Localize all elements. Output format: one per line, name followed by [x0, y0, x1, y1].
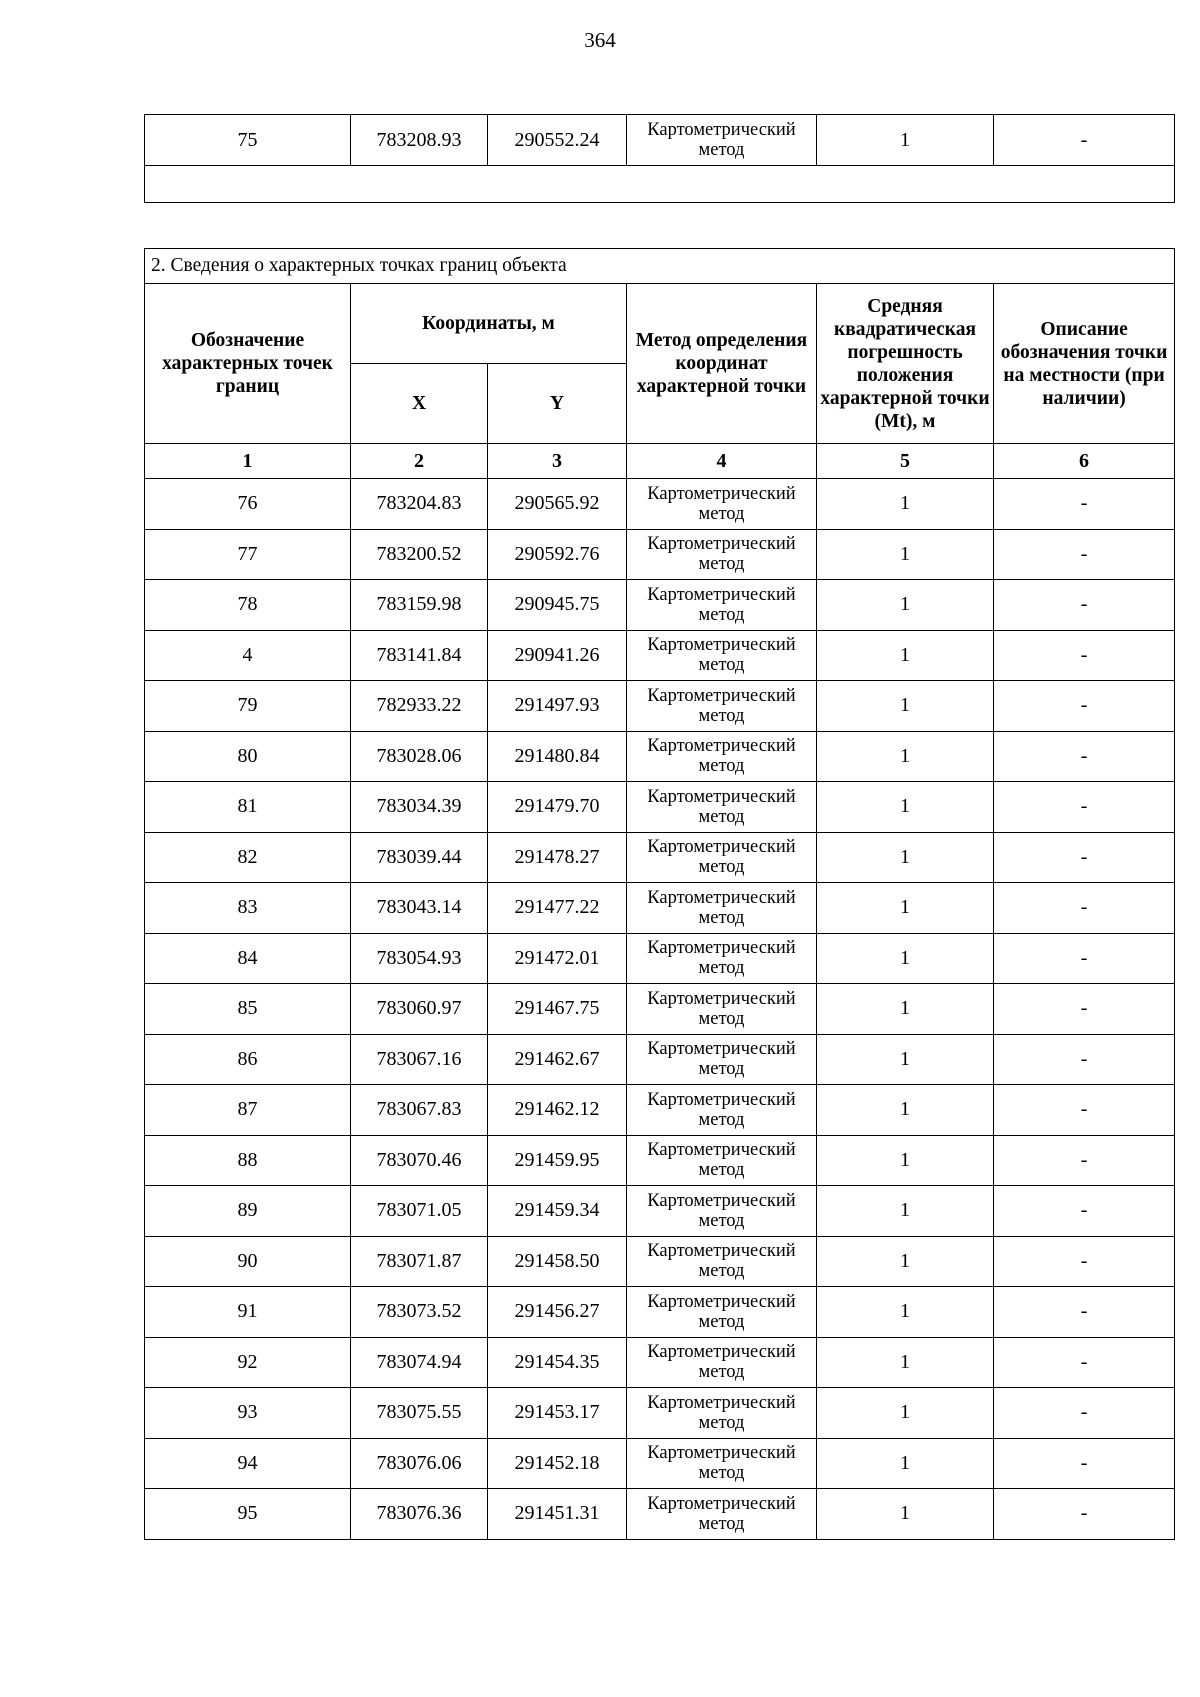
table-row — [145, 115, 1175, 166]
description-cell: - — [994, 1388, 1175, 1439]
table-row — [145, 1034, 1175, 1085]
description-cell: - — [994, 782, 1175, 833]
coord-x: 783071.87 — [351, 1236, 488, 1287]
description-cell: - — [994, 1135, 1175, 1186]
method-cell: Картометрический метод — [627, 1186, 817, 1237]
header-description: Описание обозначения точки на местности (при наличии) — [994, 284, 1175, 444]
coord-y: 291456.27 — [488, 1287, 627, 1338]
table-row — [145, 1186, 1175, 1237]
column-number: 6 — [994, 444, 1175, 479]
table-row — [145, 1287, 1175, 1338]
coord-x: 783141.84 — [351, 630, 488, 681]
method-cell: Картометрический метод — [627, 681, 817, 732]
method-cell: Картометрический метод — [627, 1236, 817, 1287]
method-cell: Картометрический метод — [627, 115, 817, 166]
point-id: 88 — [145, 1135, 351, 1186]
description-cell: - — [994, 1489, 1175, 1540]
coord-y: 291477.22 — [488, 883, 627, 934]
header-y: Y — [488, 364, 627, 444]
coord-y: 290592.76 — [488, 529, 627, 580]
accuracy-cell: 1 — [817, 580, 994, 631]
description-cell: - — [994, 681, 1175, 732]
method-cell: Картометрический метод — [627, 1337, 817, 1388]
column-number: 4 — [627, 444, 817, 479]
coord-x: 783076.06 — [351, 1438, 488, 1489]
point-id: 94 — [145, 1438, 351, 1489]
coord-y: 291462.12 — [488, 1085, 627, 1136]
accuracy-cell: 1 — [817, 1388, 994, 1439]
column-number: 1 — [145, 444, 351, 479]
point-id: 80 — [145, 731, 351, 782]
coord-y: 291451.31 — [488, 1489, 627, 1540]
table-row — [145, 1085, 1175, 1136]
method-cell: Картометрический метод — [627, 933, 817, 984]
coord-y: 290941.26 — [488, 630, 627, 681]
coord-x: 783054.93 — [351, 933, 488, 984]
point-id: 75 — [145, 115, 351, 166]
coord-y: 291462.67 — [488, 1034, 627, 1085]
table-row — [145, 731, 1175, 782]
coord-x: 783060.97 — [351, 984, 488, 1035]
description-cell: - — [994, 883, 1175, 934]
description-cell: - — [994, 1085, 1175, 1136]
accuracy-cell: 1 — [817, 731, 994, 782]
table-row — [145, 984, 1175, 1035]
method-cell: Картометрический метод — [627, 1388, 817, 1439]
point-id: 4 — [145, 630, 351, 681]
point-id: 82 — [145, 832, 351, 883]
point-id: 84 — [145, 933, 351, 984]
accuracy-cell: 1 — [817, 1337, 994, 1388]
description-cell: - — [994, 529, 1175, 580]
accuracy-cell: 1 — [817, 1135, 994, 1186]
method-cell: Картометрический метод — [627, 479, 817, 530]
accuracy-cell: 1 — [817, 630, 994, 681]
table-row — [145, 782, 1175, 833]
description-cell: - — [994, 1438, 1175, 1489]
coord-y: 291479.70 — [488, 782, 627, 833]
method-cell: Картометрический метод — [627, 1438, 817, 1489]
table-row — [145, 1337, 1175, 1388]
table-row — [145, 580, 1175, 631]
accuracy-cell: 1 — [817, 479, 994, 530]
coord-y: 290552.24 — [488, 115, 627, 166]
table-row — [145, 883, 1175, 934]
coord-y: 291458.50 — [488, 1236, 627, 1287]
accuracy-cell: 1 — [817, 1287, 994, 1338]
point-id: 95 — [145, 1489, 351, 1540]
point-id: 83 — [145, 883, 351, 934]
point-id: 76 — [145, 479, 351, 530]
description-cell: - — [994, 984, 1175, 1035]
point-id: 92 — [145, 1337, 351, 1388]
point-id: 79 — [145, 681, 351, 732]
table-row — [145, 1135, 1175, 1186]
description-cell: - — [994, 580, 1175, 631]
coord-x: 783070.46 — [351, 1135, 488, 1186]
column-number: 2 — [351, 444, 488, 479]
section-caption: 2. Сведения о характерных точках границ объекта — [145, 249, 1175, 284]
accuracy-cell: 1 — [817, 529, 994, 580]
header-accuracy: Средняя квадратическая погрешность положения характерной точки (Mt), м — [817, 284, 994, 444]
point-id: 77 — [145, 529, 351, 580]
header-method: Метод определения координат характерной точки — [627, 284, 817, 444]
coord-y: 291459.95 — [488, 1135, 627, 1186]
description-cell: - — [994, 731, 1175, 782]
table-row — [145, 832, 1175, 883]
coord-x: 783028.06 — [351, 731, 488, 782]
coord-x: 783067.83 — [351, 1085, 488, 1136]
point-id: 90 — [145, 1236, 351, 1287]
table-row — [145, 630, 1175, 681]
accuracy-cell: 1 — [817, 681, 994, 732]
method-cell: Картометрический метод — [627, 832, 817, 883]
coord-y: 291453.17 — [488, 1388, 627, 1439]
point-id: 85 — [145, 984, 351, 1035]
accuracy-cell: 1 — [817, 933, 994, 984]
empty-row — [145, 166, 1175, 203]
page-number: 364 — [584, 28, 616, 52]
method-cell: Картометрический метод — [627, 883, 817, 934]
continued-points-table — [144, 114, 1175, 203]
accuracy-cell: 1 — [817, 782, 994, 833]
description-cell: - — [994, 1287, 1175, 1338]
coord-y: 291467.75 — [488, 984, 627, 1035]
description-cell: - — [994, 630, 1175, 681]
column-number: 5 — [817, 444, 994, 479]
method-cell: Картометрический метод — [627, 1135, 817, 1186]
method-cell: Картометрический метод — [627, 782, 817, 833]
coord-x: 783200.52 — [351, 529, 488, 580]
coord-y: 291454.35 — [488, 1337, 627, 1388]
accuracy-cell: 1 — [817, 984, 994, 1035]
boundary-points-table — [144, 248, 1175, 1540]
point-id: 86 — [145, 1034, 351, 1085]
accuracy-cell: 1 — [817, 883, 994, 934]
header-point: Обозначение характерных точек границ — [145, 284, 351, 444]
coord-y: 291478.27 — [488, 832, 627, 883]
description-cell: - — [994, 832, 1175, 883]
coord-x: 783071.05 — [351, 1186, 488, 1237]
table-row — [145, 681, 1175, 732]
accuracy-cell: 1 — [817, 1186, 994, 1237]
coord-x: 783204.83 — [351, 479, 488, 530]
description-cell: - — [994, 1337, 1175, 1388]
accuracy-cell: 1 — [817, 1085, 994, 1136]
table-row — [145, 1489, 1175, 1540]
point-id: 78 — [145, 580, 351, 631]
coord-y: 290565.92 — [488, 479, 627, 530]
column-number: 3 — [488, 444, 627, 479]
point-id: 89 — [145, 1186, 351, 1237]
description-cell: - — [994, 1186, 1175, 1237]
accuracy-cell: 1 — [817, 1438, 994, 1489]
table-row — [145, 529, 1175, 580]
header-x: X — [351, 364, 488, 444]
coord-x: 783043.14 — [351, 883, 488, 934]
method-cell: Картометрический метод — [627, 1034, 817, 1085]
point-id: 91 — [145, 1287, 351, 1338]
coord-x: 783034.39 — [351, 782, 488, 833]
coord-y: 291459.34 — [488, 1186, 627, 1237]
method-cell: Картометрический метод — [627, 1489, 817, 1540]
method-cell: Картометрический метод — [627, 630, 817, 681]
header-coordinates: Координаты, м — [351, 284, 627, 364]
coord-x: 783075.55 — [351, 1388, 488, 1439]
accuracy-cell: 1 — [817, 1236, 994, 1287]
coord-y: 291472.01 — [488, 933, 627, 984]
coord-x: 783067.16 — [351, 1034, 488, 1085]
coord-x: 782933.22 — [351, 681, 488, 732]
coord-x: 783208.93 — [351, 115, 488, 166]
description-cell: - — [994, 479, 1175, 530]
description-cell: - — [994, 115, 1175, 166]
method-cell: Картометрический метод — [627, 1085, 817, 1136]
accuracy-cell: 1 — [817, 832, 994, 883]
coord-x: 783039.44 — [351, 832, 488, 883]
coord-x: 783159.98 — [351, 580, 488, 631]
accuracy-cell: 1 — [817, 1489, 994, 1540]
method-cell: Картометрический метод — [627, 529, 817, 580]
point-id: 81 — [145, 782, 351, 833]
coord-x: 783073.52 — [351, 1287, 488, 1338]
coord-y: 291480.84 — [488, 731, 627, 782]
table-row — [145, 479, 1175, 530]
description-cell: - — [994, 1034, 1175, 1085]
table-row — [145, 1388, 1175, 1439]
coord-y: 291497.93 — [488, 681, 627, 732]
accuracy-cell: 1 — [817, 115, 994, 166]
coord-y: 291452.18 — [488, 1438, 627, 1489]
accuracy-cell: 1 — [817, 1034, 994, 1085]
point-id: 87 — [145, 1085, 351, 1136]
coord-x: 783076.36 — [351, 1489, 488, 1540]
method-cell: Картометрический метод — [627, 984, 817, 1035]
point-id: 93 — [145, 1388, 351, 1439]
table-row — [145, 1438, 1175, 1489]
table-row — [145, 933, 1175, 984]
method-cell: Картометрический метод — [627, 731, 817, 782]
method-cell: Картометрический метод — [627, 1287, 817, 1338]
description-cell: - — [994, 933, 1175, 984]
table-row — [145, 1236, 1175, 1287]
method-cell: Картометрический метод — [627, 580, 817, 631]
coord-x: 783074.94 — [351, 1337, 488, 1388]
coord-y: 290945.75 — [488, 580, 627, 631]
description-cell: - — [994, 1236, 1175, 1287]
